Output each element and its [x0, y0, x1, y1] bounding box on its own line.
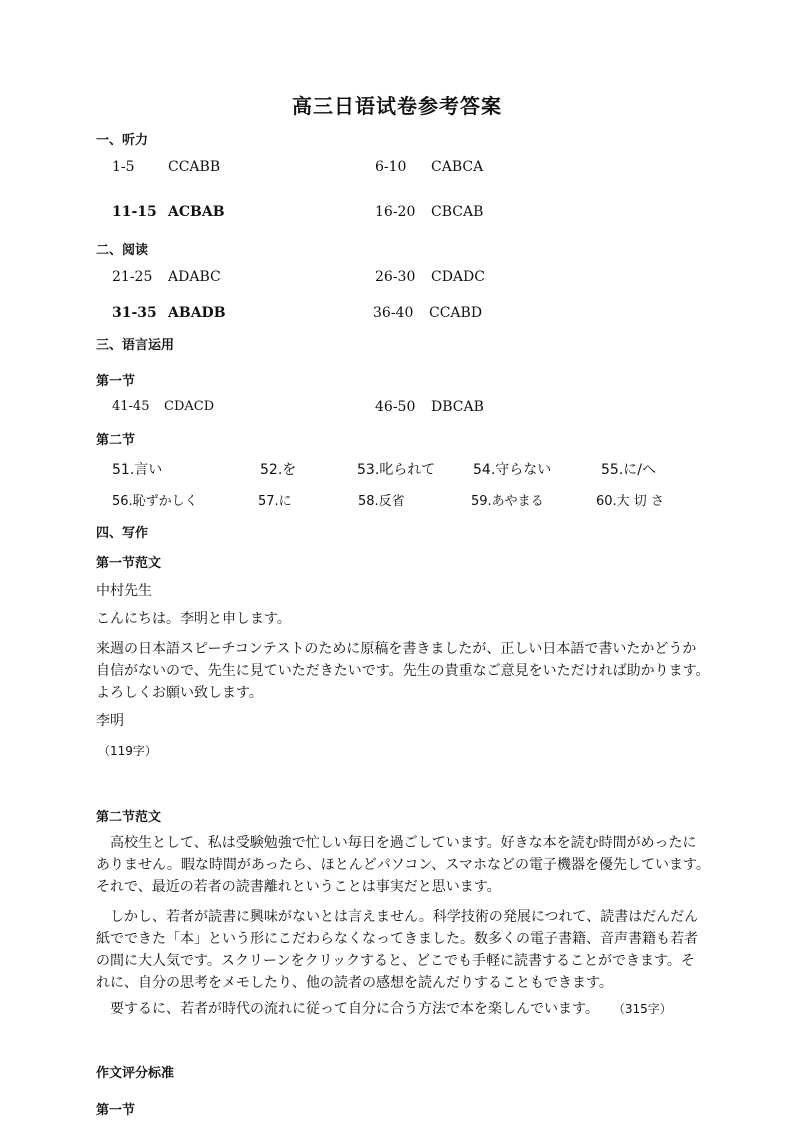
- fill-answer: 52.を: [260, 462, 297, 478]
- letter-signature: 李明: [96, 713, 124, 729]
- fill-answer: 55.に/へ: [601, 462, 656, 478]
- answer-row: 31-35 ABADB: [112, 305, 226, 321]
- fill-answer: 56.恥ずかしく: [112, 494, 198, 509]
- subsection-heading: 第一节: [96, 1103, 136, 1118]
- fill-answer: 59.あやまる: [471, 494, 544, 509]
- subsection-heading: 第二节: [96, 433, 136, 448]
- letter-salutation: 中村先生: [96, 583, 152, 599]
- fill-answer: 58.反省: [358, 494, 405, 509]
- fill-answer: 51.言い: [112, 462, 163, 478]
- answer-row: 26-30 CDADC: [375, 269, 485, 285]
- section-heading-language: 三、语言运用: [96, 338, 175, 353]
- word-count: （315字）: [618, 1002, 672, 1016]
- subsection-heading: 第二节范文: [96, 810, 162, 825]
- answer-row: 1-5 CCABB: [112, 159, 221, 175]
- fill-answer: 60.大 切 さ: [596, 494, 664, 509]
- letter-greeting: こんにちは。李明と申します。: [96, 611, 291, 627]
- fill-answer: 54.守らない: [473, 462, 552, 478]
- section-heading-listening: 一、听力: [96, 133, 149, 148]
- fill-answer: 57.に: [258, 494, 292, 509]
- answer-row: 16-20 CBCAB: [375, 204, 484, 220]
- subsection-heading: 第一节: [96, 374, 136, 389]
- answer-row: 11-15 ACBAB: [112, 204, 225, 220]
- answer-row: 6-10 CABCA: [375, 159, 484, 175]
- section-heading-reading: 二、阅读: [96, 243, 149, 258]
- letter-body: 来週の日本語スピーチコンテストのために原稿を書きましたが、正しい日本語で書いたかどうか 自信がないので、先生に見ていただきたいです。先生の貴重なご意見をいただければ助かります。 よろしくお願い致します。: [96, 641, 710, 701]
- word-count: （119字）: [98, 744, 157, 758]
- subsection-heading: 第一节范文: [96, 556, 162, 571]
- essay-paragraph: しかし、若者が読書に興味がないとは言えません。科学技術の発展につれて、読書はだんだん 紙でできた「本」という形にこだわらなくなってきました。数多くの電子書籍、音声書籍も若者 の間に大人気です。スクリーンをクリックすると、どこでも手軽に読書することができます。そ れに、自分の思考をメモしたり、他の読者の感想を読んだりすることもできます。: [96, 909, 699, 991]
- essay-paragraph: 高校生として、私は受験勉強で忙しい毎日を過ごしています。好きな本を読む時間がめったに ありません。暇な時間があったら、ほとんどパソコン、スマホなどの電子機器を優先しています。 それで、最近の若者の読書離れということは事実だと思います。: [96, 835, 710, 895]
- section-heading-grading: 作文评分标准: [96, 1066, 175, 1081]
- answer-row: 41-45 CDACD: [112, 399, 215, 414]
- answer-row: 46-50 DBCAB: [375, 399, 484, 415]
- page-title: 高三日语试卷参考答案: [292, 94, 502, 118]
- answer-row: 36-40 CCABD: [373, 305, 483, 321]
- answer-row: 21-25 ADABC: [112, 269, 221, 285]
- essay-paragraph: 要するに、若者が時代の流れに従って自分に合う方法で本を楽しんでいます。 （315字）: [110, 1001, 672, 1017]
- fill-answer: 53.叱られて: [357, 462, 436, 478]
- section-heading-writing: 四、写作: [96, 526, 149, 541]
